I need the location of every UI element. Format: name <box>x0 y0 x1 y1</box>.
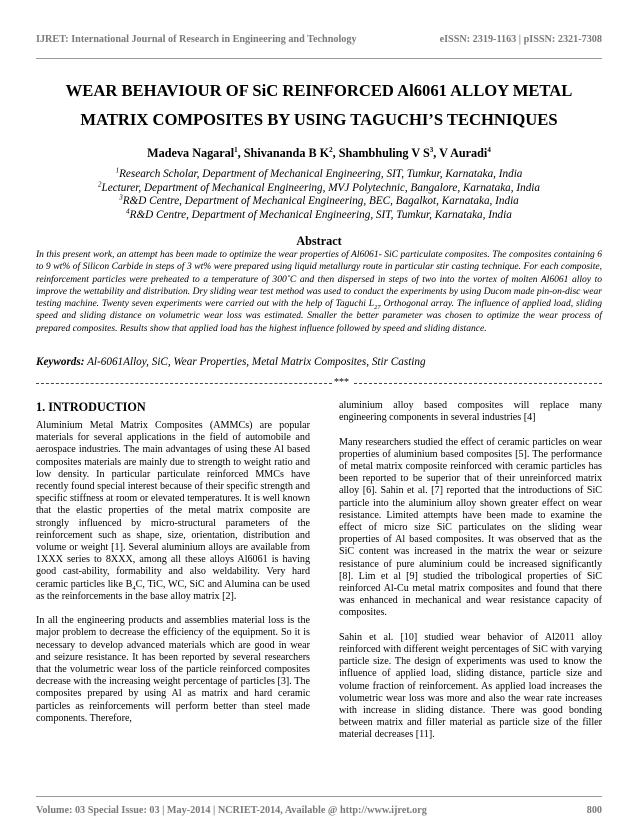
keywords-label: Keywords: <box>36 356 85 368</box>
section-separator <box>36 378 602 388</box>
section-heading: 1. INTRODUCTION <box>36 400 146 414</box>
paragraph: In all the engineering products and assemblies material loss is the major problem to decrease the efficiency of the equipment. So it is necessary to develop advanced materials which are good in wear and seizure resistance. It has been reported by several researchers that the volumetric wear loss of the particle reinforced composites decrease with the increasing weight percentage of particles [3]. The composites prepared by using Al as matrix and hard ceramic particles as reinforcements will perform better than steel made components. Therefore, <box>36 615 310 724</box>
separator-dash-left <box>36 383 332 384</box>
author: Shambhuling V $S^3$, <box>338 145 440 160</box>
affiliation-1: $^1$Research Scholar, Department of Mechanical Engineering, SIT, Tumkur, Karnataka, India <box>115 166 523 180</box>
keywords-text: Al-6061Alloy, SiC, Wear Properties, Metal Matrix Composites, Stir Casting <box>87 356 426 368</box>
abstract-text: In this present work, an attempt has been made to optimize the wear properties of Al6061- SiC particulate composites. The composites containing 6 to 9 wt% of Silicon Carbide in steps of 3 wt% were prepared using liquid metallurgy route in particular stir casting technique. For each composite, reinforcement particles were preheated to a temperature of 300˚C and then dispersed in steps of two into the vortex of molten Al6061 alloy to improve the wettability and distribution. Dry sliding wear test method was used to conduct the experiments by using Ducom made pin-on-disc wear testing machine. Twenty seven experiments were carried out with the help of Taguchi $L_{27}$ Orthogonal array. The influence of applied load, sliding speed and sliding distance on volumetric wear loss was estimated. Smaller the better parameter was chosen to optimize the wear process of prepared composites. Results show that applied load has the highest influence followed by speed and sliding distance. <box>36 249 602 334</box>
author: V Auradi$^4$ <box>439 145 491 160</box>
issn-info: eISSN: 2319-1163 | pISSN: 2321-7308 <box>439 34 602 45</box>
paragraph: Sahin et al. [10] studied wear behavior of Al2011 alloy reinforced with different weight percentages of SiC with varying particle size. The design of experiments was used to know the influence of applied load, sliding distance, particle size and volume fraction of reinforcement. As applied load increases the volumetric wear loss was more and also the wear rate increases with increase in sliding distance. There was good bonding between matrix and filler material as particle size of the filler material decreases [11]. <box>339 631 602 741</box>
title-line-2: MATRIX COMPOSITES BY USING TAGUCHI’S TECHNIQUES <box>80 110 558 129</box>
abstract-heading: Abstract <box>296 234 342 248</box>
keywords-line <box>36 356 602 368</box>
footer-text: Volume: 03 Special Issue: 03 | May-2014 | NCRIET-2014, Available @ http://www.ijret.org <box>36 805 427 816</box>
journal-name: IJRET: International Journal of Research in Engineering and Technology <box>36 34 357 45</box>
left-column <box>36 400 310 737</box>
running-footer <box>36 805 602 819</box>
separator-stars: *** <box>334 377 349 388</box>
paragraph: Many researchers studied the effect of ceramic particles on wear properties of aluminium based composites [5]. The performance of metal matrix composite reinforced with ceramic particles has been reported to be superior that of their unreinforced matrix alloy [6]. Sahin et al. [7] reported that the introductions of SiC particle into the aluminium alloy shown greater effect on wear resistance. Limited attempts have been made to examine the effect of micro size SiC particulates on the sliding wear properties of Al based composites. It was observed that as the SiC content was increased in the matrix the wear or seizure resistance of pure aluminium could be increased significantly [8]. Lim et al [9] studied the tribological properties of SiC reinforced Al-Cu metal matrix composites and found that there was enhanced in mechanical and wear resistance capacity of composites. <box>339 436 602 619</box>
affiliation-4: $^4$R&D Centre, Department of Mechanical Engineering, SIT, Tumkur, Karnataka, India <box>126 207 512 221</box>
affiliation-2: $^2$Lecturer, Department of Mechanical Engineering, MVJ Polytechnic, Bangalore, Karnataka, India <box>98 180 540 194</box>
paragraph: aluminium alloy based composites will replace many engineering components in several industries [4] <box>339 400 602 424</box>
footer-rule <box>36 796 602 797</box>
right-column <box>339 400 602 754</box>
title-line-1: WEAR BEHAVIOUR OF SiC REINFORCED Al6061 ALLOY METAL <box>65 81 573 100</box>
running-header <box>36 34 602 48</box>
separator-dash-right <box>354 383 602 384</box>
author: Madeva Nagaral$^1$, <box>147 145 244 160</box>
author-list <box>30 146 608 161</box>
affiliation-3: $^3$R&D Centre, Department of Mechanical Engineering, BEC, Bagalkot, Karnataka, India <box>119 193 519 207</box>
author: Shivananda B $K^2$, <box>243 145 339 160</box>
page-number: 800 <box>586 805 602 816</box>
paragraph: Aluminium Metal Matrix Composites (AMMCs) are popular materials for several applications in the field of automobile and aerospace industries. The main advantages of using these Al based composites materials are mainly due to strength to weight ratio and low density. In particular particulate reinforced MMCs have recently found special interest because of their specific strength and specific stiffness at room or elevated temperatures. It is well known that the elastic properties of the metal matrix composite are strongly influenced by micro-structural parameters of the reinforcement such as shape, size, orientation, distribution and volume or weight [1]. Several aluminium alloys are available from 1XXX series to 8XXX, among all these alloys Al6061 is having good cast-ability, formability and also weldability. Very hard ceramic particles like $B_4C$, TiC, WC, SiC and Alumina can be used as the reinforcements in the base alloy matrix [2]. <box>36 420 310 602</box>
header-rule <box>36 58 602 59</box>
paper-title <box>30 76 608 134</box>
